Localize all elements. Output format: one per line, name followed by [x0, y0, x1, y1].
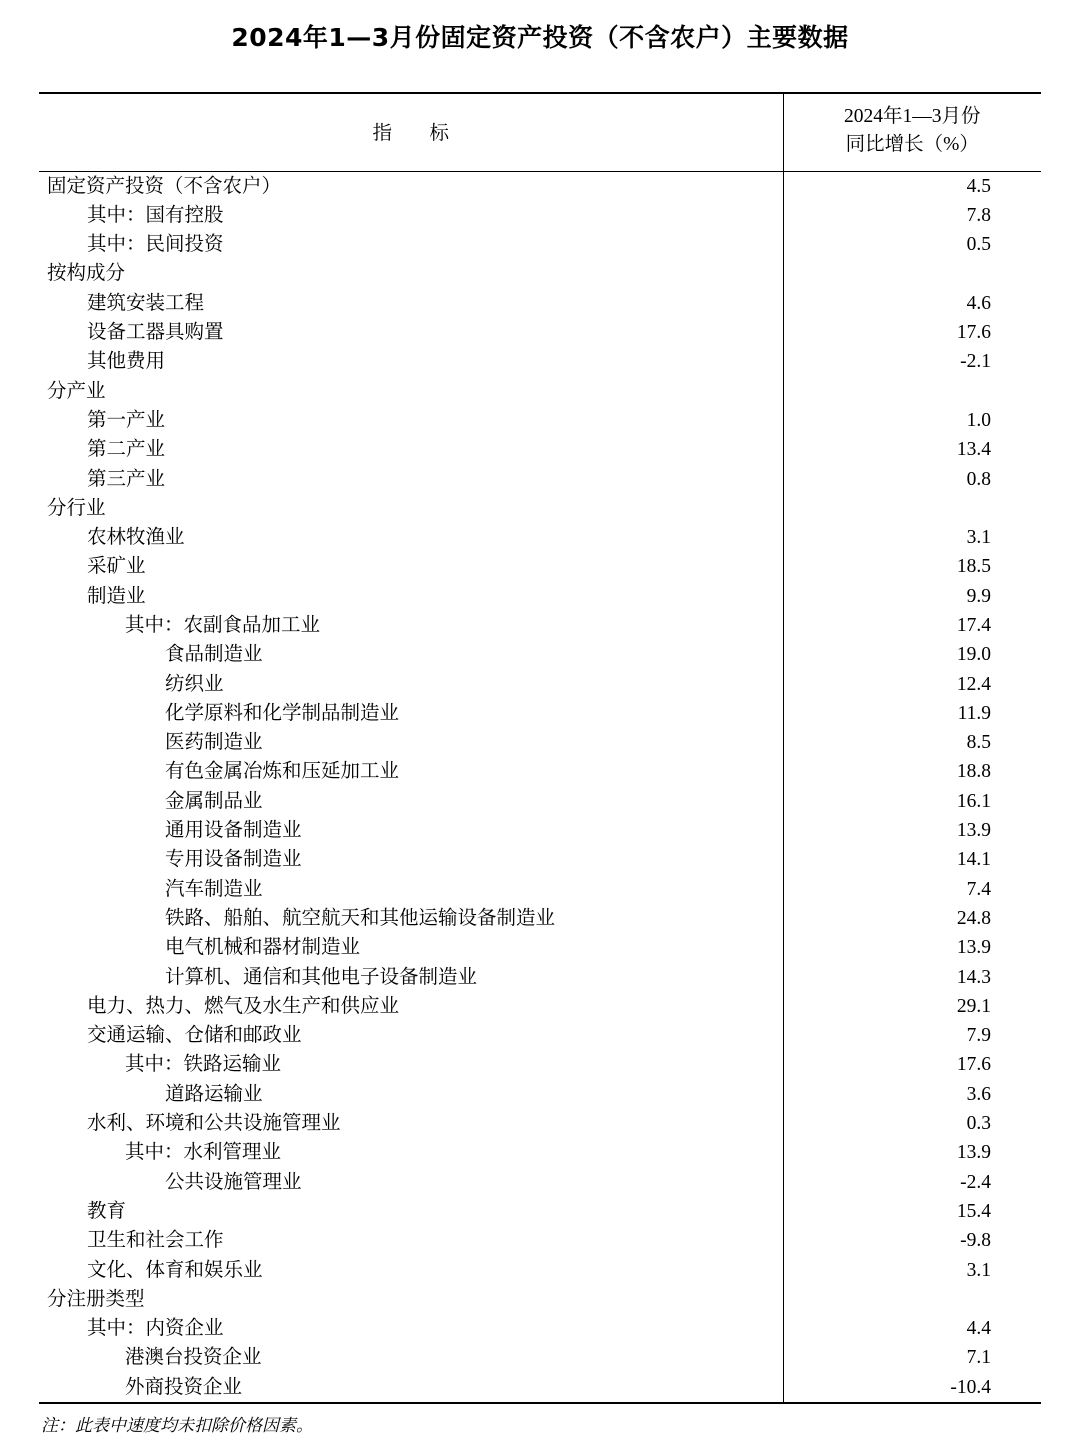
- row-label-text: 金属制品业: [165, 790, 263, 812]
- table-row: [39, 289, 1041, 318]
- table-row: [39, 230, 1041, 259]
- table-row: [39, 728, 1041, 757]
- row-label: [39, 552, 783, 581]
- row-label-text: 通用设备制造业: [165, 820, 302, 842]
- row-value: -2.4: [960, 1171, 991, 1193]
- row-label: [39, 787, 783, 816]
- row-value: 7.9: [966, 1025, 991, 1047]
- table-row: [39, 757, 1041, 786]
- row-label: [39, 1373, 783, 1403]
- row-label: [39, 728, 783, 757]
- table-row: [39, 318, 1041, 347]
- row-value: 3.1: [966, 1259, 991, 1281]
- row-value: [783, 259, 1041, 288]
- table-row: [39, 933, 1041, 962]
- row-label-text: 建筑安装工程: [87, 292, 205, 314]
- row-label: [39, 963, 783, 992]
- row-value: 8.5: [966, 732, 991, 754]
- row-label: [39, 670, 783, 699]
- table-row: [39, 406, 1041, 435]
- row-label: [39, 611, 783, 640]
- table-row: [39, 1109, 1041, 1138]
- row-label-text: 分注册类型: [47, 1288, 145, 1310]
- row-value: 9.9: [966, 585, 991, 607]
- column-header-growth: [783, 93, 1041, 171]
- row-value: -9.8: [960, 1230, 991, 1252]
- row-label-text: 纺织业: [165, 673, 224, 695]
- page-title: 2024年1—3月份固定资产投资（不含农户）主要数据: [231, 23, 849, 52]
- row-value: 24.8: [956, 907, 991, 929]
- row-label: [39, 289, 783, 318]
- row-label: [39, 1050, 783, 1079]
- column-header-indicator-label: 指 标: [372, 123, 458, 145]
- row-value: 3.6: [966, 1083, 991, 1105]
- row-value: 14.3: [956, 966, 991, 988]
- row-label-text: 食品制造业: [165, 644, 263, 666]
- row-label: [39, 171, 783, 201]
- table-header-row: [39, 93, 1041, 171]
- fixed-asset-investment-table: [39, 92, 1041, 1404]
- row-label: [39, 1226, 783, 1255]
- row-value: [783, 494, 1041, 523]
- row-label: [39, 1021, 783, 1050]
- row-label: [39, 875, 783, 904]
- row-label-text: 分产业: [47, 380, 106, 402]
- row-value: 12.4: [956, 673, 991, 695]
- row-label-text: 专用设备制造业: [165, 849, 302, 871]
- row-label: [39, 465, 783, 494]
- row-value: 7.4: [966, 878, 991, 900]
- row-label: [39, 582, 783, 611]
- table-header: [39, 93, 1041, 171]
- table-body: [39, 171, 1041, 1403]
- row-value: 11.9: [957, 702, 991, 724]
- row-label: [39, 1138, 783, 1167]
- row-label: [39, 845, 783, 874]
- row-label-text: 有色金属冶炼和压延加工业: [165, 761, 400, 783]
- table-row: [39, 465, 1041, 494]
- table-row: [39, 435, 1041, 464]
- table-row: [39, 699, 1041, 728]
- table-row: [39, 552, 1041, 581]
- row-label: [39, 1109, 783, 1138]
- row-value: 13.9: [956, 937, 991, 959]
- row-value: 7.1: [966, 1347, 991, 1369]
- row-label-text: 其中：内资企业: [87, 1318, 224, 1340]
- row-label-text: 其中：水利管理业: [125, 1142, 282, 1164]
- table-row: [39, 1343, 1041, 1372]
- row-value: -2.1: [960, 351, 991, 373]
- table-row: [39, 1373, 1041, 1403]
- row-value: 18.5: [956, 556, 991, 578]
- row-label-text: 交通运输、仓储和邮政业: [87, 1025, 302, 1047]
- row-label-text: 农林牧渔业: [87, 527, 185, 549]
- column-header-growth-period: 2024年1—3月份: [843, 106, 981, 127]
- row-label-text: 其中：铁路运输业: [125, 1054, 282, 1076]
- row-label-text: 化学原料和化学制品制造业: [165, 702, 400, 724]
- row-label-text: 设备工器具购置: [87, 322, 224, 344]
- row-label-text: 分行业: [47, 497, 106, 519]
- row-value: 17.6: [956, 322, 991, 344]
- row-value: 19.0: [956, 644, 991, 666]
- table-row: [39, 1080, 1041, 1109]
- row-value: 3.1: [966, 527, 991, 549]
- table-row: [39, 904, 1041, 933]
- row-label: [39, 1256, 783, 1285]
- table-row: [39, 963, 1041, 992]
- table-row: [39, 845, 1041, 874]
- row-label: [39, 494, 783, 523]
- row-value: -10.4: [783, 1373, 1041, 1403]
- row-label-text: 水利、环境和公共设施管理业: [87, 1113, 341, 1135]
- row-label: [39, 1343, 783, 1372]
- row-label-text: 按构成分: [47, 263, 126, 285]
- row-value: 4.5: [966, 175, 991, 197]
- row-label: [39, 1314, 783, 1343]
- row-value: 13.9: [956, 820, 991, 842]
- row-label-text: 制造业: [87, 585, 146, 607]
- row-label: [39, 1197, 783, 1226]
- row-label-text: 电气机械和器材制造业: [165, 937, 361, 959]
- row-label: [39, 347, 783, 376]
- row-label: [39, 640, 783, 669]
- row-label-text: 其中：民间投资: [87, 234, 224, 256]
- row-value: 29.1: [956, 995, 991, 1017]
- row-label-text: 第三产业: [87, 468, 166, 490]
- row-label-text: 卫生和社会工作: [87, 1230, 224, 1252]
- table-row: [39, 377, 1041, 406]
- table-row: [39, 1226, 1041, 1255]
- row-value: 0.3: [966, 1113, 991, 1135]
- column-header-indicator: [39, 93, 783, 171]
- table-row: [39, 171, 1041, 201]
- table-note: 注：此表中速度均未扣除价格因素。: [41, 1416, 313, 1435]
- statistics-table-container: [39, 54, 1041, 1404]
- table-row: [39, 1021, 1041, 1050]
- row-value: [783, 377, 1041, 406]
- row-label-text: 铁路、船舶、航空航天和其他运输设备制造业: [165, 907, 556, 929]
- row-label: [39, 435, 783, 464]
- table-row: [39, 816, 1041, 845]
- row-label: [39, 523, 783, 552]
- row-value: 7.8: [966, 204, 991, 226]
- row-label-text: 公共设施管理业: [165, 1171, 302, 1193]
- row-label-text: 电力、热力、燃气及水生产和供应业: [87, 995, 400, 1017]
- row-value: 17.6: [956, 1054, 991, 1076]
- row-label-text: 医药制造业: [165, 732, 263, 754]
- row-value: 0.8: [966, 468, 991, 490]
- row-value: 16.1: [956, 790, 991, 812]
- row-label-text: 道路运输业: [165, 1083, 263, 1105]
- row-label: [39, 992, 783, 1021]
- row-label: [39, 406, 783, 435]
- table-row: [39, 582, 1041, 611]
- row-label: [39, 816, 783, 845]
- row-label: [39, 230, 783, 259]
- row-value: 17.4: [956, 614, 991, 636]
- row-label-text: 计算机、通信和其他电子设备制造业: [165, 966, 478, 988]
- table-row: [39, 523, 1041, 552]
- row-label: [39, 1285, 783, 1314]
- row-label: [39, 1168, 783, 1197]
- row-label: [39, 904, 783, 933]
- row-label-text: 其中：国有控股: [87, 204, 224, 226]
- row-label-text: 其中：农副食品加工业: [125, 614, 321, 636]
- table-row: [39, 1168, 1041, 1197]
- table-row: [39, 787, 1041, 816]
- row-label: [39, 259, 783, 288]
- row-value: 0.5: [966, 234, 991, 256]
- table-row: [39, 670, 1041, 699]
- table-row: [39, 1314, 1041, 1343]
- row-label-text: 外商投资企业: [125, 1376, 243, 1398]
- row-label-text: 文化、体育和娱乐业: [87, 1259, 263, 1281]
- row-label-text: 第二产业: [87, 439, 166, 461]
- row-value: 15.4: [956, 1200, 991, 1222]
- row-value: 13.9: [956, 1142, 991, 1164]
- table-row: [39, 259, 1041, 288]
- row-label-text: 其他费用: [87, 351, 166, 373]
- row-label-text: 港澳台投资企业: [125, 1347, 262, 1369]
- row-label-text: 教育: [87, 1200, 127, 1222]
- table-row: [39, 875, 1041, 904]
- table-row: [39, 347, 1041, 376]
- row-label-text: 汽车制造业: [165, 878, 263, 900]
- table-row: [39, 1285, 1041, 1314]
- row-label-text: 第一产业: [87, 409, 166, 431]
- table-row: [39, 1197, 1041, 1226]
- table-row: [39, 1050, 1041, 1079]
- row-label: [39, 757, 783, 786]
- row-label-text: 采矿业: [87, 556, 146, 578]
- table-row: [39, 611, 1041, 640]
- row-value: 14.1: [956, 849, 991, 871]
- row-value: 4.4: [966, 1318, 991, 1340]
- table-row: [39, 201, 1041, 230]
- row-label: [39, 699, 783, 728]
- row-label: [39, 1080, 783, 1109]
- row-label: [39, 318, 783, 347]
- row-label-text: 固定资产投资（不含农户）: [47, 175, 282, 197]
- row-value: [783, 1285, 1041, 1314]
- table-row: [39, 992, 1041, 1021]
- row-label: [39, 933, 783, 962]
- row-value: 13.4: [956, 439, 991, 461]
- row-label: [39, 377, 783, 406]
- table-row: [39, 1256, 1041, 1285]
- row-value: 18.8: [956, 761, 991, 783]
- table-row: [39, 640, 1041, 669]
- row-label: [39, 201, 783, 230]
- table-row: [39, 1138, 1041, 1167]
- row-value: 1.0: [966, 409, 991, 431]
- column-header-growth-unit: 同比增长（%）: [845, 134, 979, 156]
- row-value: 4.6: [966, 292, 991, 314]
- table-row: [39, 494, 1041, 523]
